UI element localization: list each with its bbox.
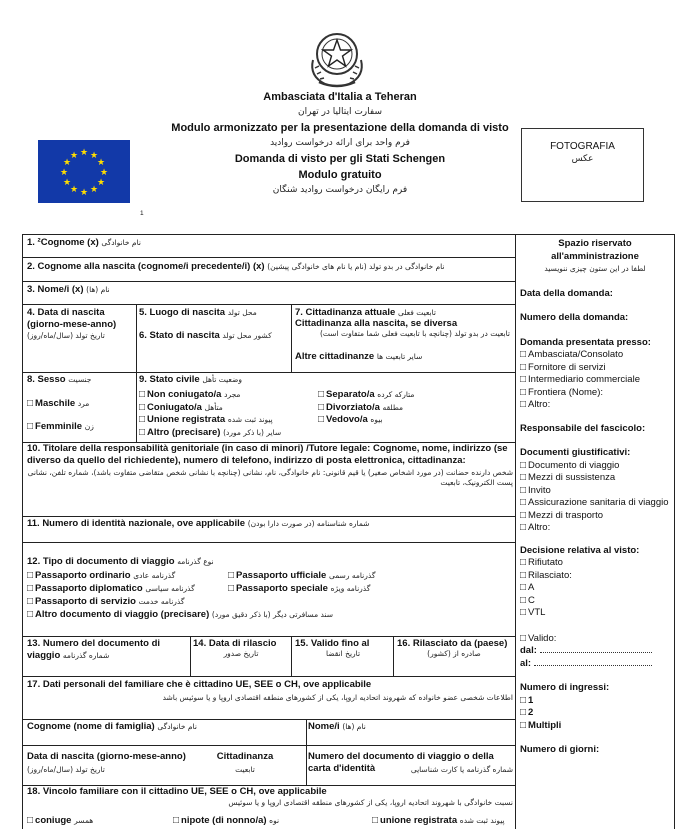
- field-15-label: 15. Valido fino al: [295, 638, 370, 649]
- presented-option[interactable]: □ Ambasciata/Consolato: [520, 349, 624, 360]
- field-18-label: 18. Vincolo familiare con il cittadino UE, SEE o CH, ove applicabile: [27, 786, 327, 797]
- valid-option[interactable]: □ Valido:: [520, 632, 557, 644]
- document-type-option[interactable]: □ Passaporto ufficiale گذرنامه رسمی: [228, 570, 376, 581]
- field-4-label: 4. Data di nascita (giorno-mese-anno): [27, 307, 117, 330]
- italian-republic-emblem-icon: [305, 24, 369, 90]
- field-9-label-fa: وضعیت تأهل: [202, 375, 243, 384]
- file-handler-label: Responsabile del fascicolo:: [520, 422, 646, 434]
- sidebar-title-1: Spazio riservato: [558, 238, 632, 249]
- field-10-label: 10. Titolare della responsabilità genitoriale (in caso di minori) /Tutore legale: Cognome, nome, indirizzo (se diverso da quello del richiedente), numero di telefono, indirizzo di posta elettronica, cittadinanza:: [27, 443, 508, 466]
- field-7-label: 7. Cittadinanza attuale: [295, 307, 396, 318]
- field-11-label: 11. Numero di identità nazionale, ove applicabile: [27, 518, 246, 529]
- application-title: Domanda di visto per gli Stati Schengen: [234, 153, 446, 165]
- supporting-doc-option[interactable]: □ Altro:: [520, 522, 551, 533]
- field-12-label: 12. Tipo di documento di viaggio: [27, 556, 175, 567]
- field-3-label-fa: نام (ها): [86, 285, 110, 294]
- field-4-label-fa: تاریخ تولد (سال/ماه/روز): [27, 331, 105, 340]
- field-17d-nationality[interactable]: Cittadinanza تابعیت: [216, 751, 274, 774]
- photo-label: FOTOGRAFIA: [550, 141, 615, 152]
- field-2-surname-at-birth[interactable]: [27, 261, 445, 272]
- entries-label: Numero di ingressi:: [520, 682, 610, 693]
- entries-option[interactable]: □ 2: [520, 707, 534, 718]
- sidebar-title-2: all'amministrazione: [551, 250, 639, 262]
- civil-status-options-right: [318, 389, 414, 427]
- civil-status-option[interactable]: □ Altro (precisare) سایر (با ذکر مورد): [139, 426, 282, 438]
- embassy-title-fa: سفارت ایتالیا در تهران: [298, 107, 382, 117]
- field-16-label: 16. Rilasciato da (paese): [397, 638, 508, 649]
- civil-status-option[interactable]: □ Separato/a متارکه کرده: [318, 389, 415, 400]
- relationship-option[interactable]: □ nipote (di nonno/a) نوه: [173, 815, 280, 826]
- field-18-label-fa: نسبت خانوادگی با شهروند اتحادیه اروپا، یکی از کشورهای منطقه اقتصادی اروپا و یا سوئیس: [228, 798, 513, 807]
- field-7b-label-fa: تابعیت در بدو تولد (چنانچه با تابعیت فعلی شما متفاوت است): [319, 329, 510, 338]
- field-10-label-fa: شخص دارنده حضانت (در مورد اشخاص صغیر) یا قیم قانونی: نام خانوادگی، نام، نشانی (چنانچه با نشانی شخص متقاضی متفاوت باشد)، شماره تلفن، نشانی پست الکترونیک، تابعیت: [27, 468, 513, 487]
- eu-flag-icon: [38, 140, 130, 203]
- field-3-label: 3. Nome/i (x): [27, 284, 84, 295]
- supporting-doc-option[interactable]: □ Assicurazione sanitaria di viaggio: [520, 497, 669, 508]
- field-5-birth-place[interactable]: [139, 307, 257, 318]
- field-11-label-fa: شماره شناسنامه (در صورت دارا بودن): [247, 519, 370, 528]
- entries-option[interactable]: □ Multipli: [520, 719, 562, 731]
- svg-text:★: ★: [69, 185, 79, 195]
- presented-at-label: Domanda presentata presso:: [520, 336, 651, 348]
- field-9-label: 9. Stato civile: [139, 374, 200, 385]
- presented-option[interactable]: □ Frontiera (Nome):: [520, 386, 604, 398]
- free-form-title-fa: فرم رایگان درخواست روادید شنگان: [272, 185, 408, 195]
- field-10-guardian[interactable]: [27, 443, 513, 488]
- field-7-label-fa: تابعیت فعلی: [397, 308, 436, 317]
- field-6-birth-country[interactable]: [139, 330, 272, 341]
- svg-text:★: ★: [62, 178, 72, 188]
- document-type-option[interactable]: □ Altro documento di viaggio (precisare) سند مسافرتی دیگر (با ذکر دقیق مورد): [27, 609, 334, 620]
- embassy-title: Ambasciata d'Italia a Teheran: [263, 91, 417, 103]
- field-3-first-names[interactable]: [27, 284, 110, 295]
- decision-option[interactable]: □ Rifiutato: [520, 557, 563, 568]
- civil-status-option[interactable]: □ Divorziato/a مطلقه: [318, 401, 404, 413]
- decision-option[interactable]: □ Rilasciato:: [520, 569, 572, 581]
- field-13-label: 13. Numero del documento di viaggio: [27, 638, 161, 661]
- field-5-label: 5. Luogo di nascita: [139, 307, 226, 318]
- field-17-eu-family-member: [27, 679, 513, 702]
- supporting-docs-label: Documenti giustificativi:: [520, 447, 631, 458]
- entries-option[interactable]: □ 1: [520, 694, 534, 706]
- photo-label-fa: عکس: [571, 154, 594, 164]
- field-17a-surname[interactable]: Cognome (nome di famiglia) نام خانوادگی: [27, 721, 197, 732]
- supporting-doc-option[interactable]: □ Mezzi di trasporto: [520, 509, 604, 521]
- application-date-label: Data della domanda:: [520, 287, 613, 299]
- field-1-label: 1. ²Cognome (x): [27, 237, 99, 248]
- sex-option-female[interactable]: □ Femminile زن: [27, 421, 94, 432]
- field-6-label: 6. Stato di nascita: [139, 330, 220, 341]
- field-15-valid-until[interactable]: [295, 638, 391, 658]
- footnote-mark: 1: [140, 210, 144, 217]
- supporting-doc-option[interactable]: □ Invito: [520, 484, 551, 496]
- sex-option-male[interactable]: □ Maschile مرد: [27, 398, 90, 409]
- field-17-label: 17. Dati personali del familiare che è cittadino UE, SEE o CH, ove applicabile: [27, 679, 372, 690]
- field-14-label-fa: تاریخ صدور: [223, 649, 259, 658]
- civil-status-option[interactable]: □ Non coniugato/a مجرد: [139, 389, 241, 400]
- field-7c-label: Altre cittadinanze: [295, 351, 375, 362]
- form-title-fa: فرم واحد برای ارائه درخواست روادید: [270, 138, 410, 148]
- sidebar-title-fa: لطفا در این ستون چیزی ننویسید: [544, 264, 646, 273]
- field-1-surname[interactable]: [27, 237, 141, 248]
- field-7c-label-fa: سایر تابعیت ها: [376, 352, 423, 361]
- field-17c-birth-date[interactable]: Data di nascita (giorno-mese-anno) تاریخ تولد (سال/ماه/روز): [27, 751, 186, 774]
- svg-text:★: ★: [62, 158, 72, 168]
- field-17-label-fa: اطلاعات شخصی عضو خانواده که شهروند اتحادیه اروپا، یکی از کشورهای منطقه اقتصادی اروپا و یا سوئیس باشد: [162, 693, 513, 702]
- document-type-option[interactable]: □ Passaporto di servizio گذرنامه خدمت: [27, 596, 185, 607]
- field-1-label-fa: نام خانوادگی: [101, 238, 141, 247]
- field-13-document-number[interactable]: [27, 638, 185, 662]
- field-4-birth-date[interactable]: [27, 307, 132, 340]
- field-7b-label: Cittadinanza alla nascita, se diversa: [295, 318, 458, 329]
- field-11-national-id[interactable]: [27, 518, 369, 529]
- svg-text:★: ★: [79, 148, 89, 158]
- field-9-civil-status: [139, 374, 242, 385]
- svg-text:★: ★: [96, 178, 106, 188]
- field-15-label-fa: تاریخ انقضا: [325, 649, 361, 658]
- relationship-option[interactable]: □ unione registrata پیوند ثبت شده: [372, 815, 505, 826]
- decision-option[interactable]: □ VTL: [520, 607, 546, 618]
- document-type-option[interactable]: □ Passaporto diplomatico گذرنامه سیاسی: [27, 583, 195, 594]
- civil-status-option[interactable]: □ Unione registrata پیوند ثبت شده: [139, 414, 273, 425]
- photo-box: [521, 128, 644, 202]
- decision-option[interactable]: □ A: [520, 582, 535, 593]
- field-13-label-fa: شماره گذرنامه: [62, 651, 110, 660]
- svg-text:★: ★: [59, 168, 69, 178]
- application-number-label: Numero della domanda:: [520, 312, 629, 323]
- field-2-label-fa: نام خانوادگی در بدو تولد (نام یا نام های خانوادگی پیشین): [267, 262, 445, 271]
- valid-from-field[interactable]: dal:: [520, 645, 670, 658]
- supporting-doc-option[interactable]: □ Mezzi di sussistenza: [520, 472, 616, 483]
- document-type-option[interactable]: □ Passaporto speciale گذرنامه ویژه: [228, 583, 371, 594]
- presented-option[interactable]: □ Fornitore di servizi: [520, 361, 606, 373]
- field-8-sex: [27, 374, 91, 385]
- document-type-options-right: [228, 569, 375, 595]
- field-14-label: 14. Data di rilascio: [193, 638, 277, 649]
- supporting-doc-option[interactable]: □ Documento di viaggio: [520, 459, 620, 471]
- civil-status-option[interactable]: □ Vedovo/a بیوه: [318, 414, 383, 425]
- admin-sidebar: [520, 238, 670, 757]
- free-form-title: Modulo gratuito: [298, 169, 382, 181]
- field-12-label-fa: نوع گذرنامه: [177, 557, 214, 566]
- field-8-label: 8. Sesso: [27, 374, 66, 385]
- days-label: Numero di giorni:: [520, 744, 600, 755]
- field-5-label-fa: محل تولد: [227, 308, 257, 317]
- field-16-label-fa: صادره از (کشور): [427, 649, 481, 658]
- presented-option[interactable]: □ Intermediario commerciale: [520, 374, 640, 385]
- field-14-issue-date[interactable]: [193, 638, 289, 658]
- field-12-document-type: [27, 556, 214, 567]
- svg-text:★: ★: [89, 151, 99, 161]
- decision-option[interactable]: □ C: [520, 594, 535, 606]
- field-2-label: 2. Cognome alla nascita (cognome/i precedente/i) (x): [27, 261, 265, 272]
- field-18-family-relationship: [27, 786, 513, 807]
- field-7-nationality[interactable]: [295, 307, 510, 362]
- field-17b-first-names[interactable]: Nome/i نام (ها): [308, 721, 366, 732]
- relationship-option[interactable]: □ coniuge همسر: [27, 815, 94, 826]
- civil-status-option[interactable]: □ Coniugato/a متأهل: [139, 401, 223, 413]
- document-type-option[interactable]: □ Passaporto ordinario گذرنامه عادی: [27, 570, 176, 581]
- presented-option[interactable]: □ Altro:: [520, 399, 551, 410]
- field-6-label-fa: کشور محل تولد: [222, 331, 272, 340]
- form-title: Modulo armonizzato per la presentazione della domanda di visto: [171, 122, 509, 134]
- civil-status-options-left: [139, 389, 281, 439]
- svg-text:★: ★: [79, 188, 89, 198]
- field-8-label-fa: جنسیت: [68, 375, 92, 384]
- svg-text:★: ★: [69, 151, 79, 161]
- svg-text:★: ★: [96, 158, 106, 168]
- field-16-issued-by[interactable]: [397, 638, 511, 658]
- field-17e-document-number[interactable]: Numero del documento di viaggio o della carta d'identità شماره گذرنامه یا کارت شناسایی: [308, 751, 513, 774]
- svg-text:★: ★: [99, 168, 109, 178]
- svg-text:★: ★: [89, 185, 99, 195]
- valid-to-field[interactable]: al:: [520, 658, 670, 671]
- visa-decision-label: Decisione relativa al visto:: [520, 544, 640, 556]
